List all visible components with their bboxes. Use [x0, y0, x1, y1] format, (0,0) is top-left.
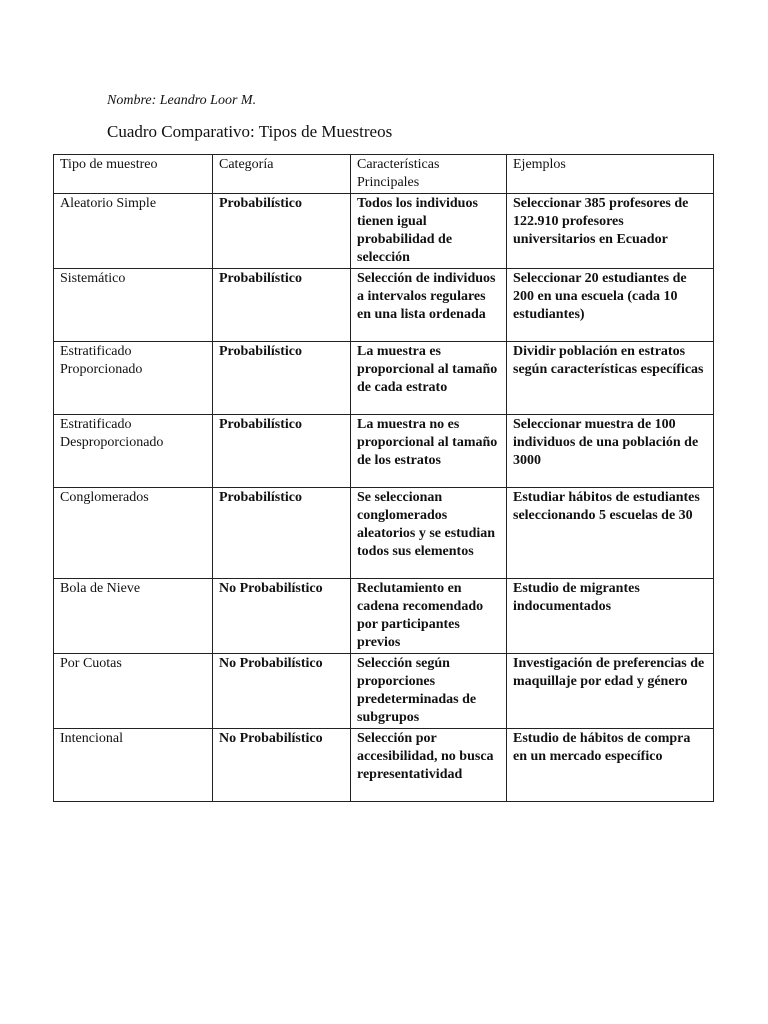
- cell-ejemplos: Estudiar hábitos de estudiantes seleccionando 5 escuelas de 30: [507, 488, 714, 579]
- cell-categoria: Probabilístico: [213, 488, 351, 579]
- table-row: [54, 269, 714, 342]
- cell-categoria: Probabilístico: [213, 415, 351, 488]
- comparison-table: [53, 154, 714, 802]
- cell-ejemplos: Seleccionar muestra de 100 individuos de una población de 3000: [507, 415, 714, 488]
- cell-caracteristicas: Selección según proporciones predeterminadas de subgrupos: [351, 654, 507, 729]
- table-row: [54, 579, 714, 654]
- table-row: [54, 488, 714, 579]
- cell-ejemplos: Investigación de preferencias de maquillaje por edad y género: [507, 654, 714, 729]
- cell-caracteristicas: Se seleccionan conglomerados aleatorios y se estudian todos sus elementos: [351, 488, 507, 579]
- cell-caracteristicas: Reclutamiento en cadena recomendado por participantes previos: [351, 579, 507, 654]
- document-title: Cuadro Comparativo: Tipos de Muestreos: [107, 122, 393, 141]
- cell-ejemplos: Estudio de migrantes indocumentados: [507, 579, 714, 654]
- cell-caracteristicas: La muestra es proporcional al tamaño de cada estrato: [351, 342, 507, 415]
- column-header-ejemplos: Ejemplos: [507, 155, 714, 194]
- cell-categoria: Probabilístico: [213, 194, 351, 269]
- cell-caracteristicas: Selección de individuos a intervalos regulares en una lista ordenada: [351, 269, 507, 342]
- cell-categoria: Probabilístico: [213, 269, 351, 342]
- table-row: [54, 415, 714, 488]
- table-row: [54, 729, 714, 802]
- column-header-caracteristicas: Características Principales: [351, 155, 507, 194]
- cell-tipo: Por Cuotas: [54, 654, 213, 729]
- cell-tipo: Estratificado Desproporcionado: [54, 415, 213, 488]
- cell-tipo: Intencional: [54, 729, 213, 802]
- cell-ejemplos: Dividir población en estratos según características específicas: [507, 342, 714, 415]
- cell-caracteristicas: Selección por accesibilidad, no busca representatividad: [351, 729, 507, 802]
- column-header-categoria: Categoría: [213, 155, 351, 194]
- cell-categoria: No Probabilístico: [213, 729, 351, 802]
- table-row: [54, 194, 714, 269]
- cell-ejemplos: Seleccionar 20 estudiantes de 200 en una escuela (cada 10 estudiantes): [507, 269, 714, 342]
- cell-tipo: Conglomerados: [54, 488, 213, 579]
- cell-caracteristicas: Todos los individuos tienen igual probabilidad de selección: [351, 194, 507, 269]
- author-name: Nombre: Leandro Loor M.: [107, 93, 257, 108]
- table-header-row: [54, 155, 714, 194]
- cell-tipo: Aleatorio Simple: [54, 194, 213, 269]
- cell-ejemplos: Estudio de hábitos de compra en un mercado específico: [507, 729, 714, 802]
- column-header-tipo: Tipo de muestreo: [54, 155, 213, 194]
- cell-categoria: No Probabilístico: [213, 579, 351, 654]
- cell-tipo: Sistemático: [54, 269, 213, 342]
- table-row: [54, 654, 714, 729]
- cell-categoria: Probabilístico: [213, 342, 351, 415]
- table-row: [54, 342, 714, 415]
- cell-caracteristicas: La muestra no es proporcional al tamaño de los estratos: [351, 415, 507, 488]
- cell-categoria: No Probabilístico: [213, 654, 351, 729]
- cell-ejemplos: Seleccionar 385 profesores de 122.910 profesores universitarios en Ecuador: [507, 194, 714, 269]
- cell-tipo: Estratificado Proporcionado: [54, 342, 213, 415]
- cell-tipo: Bola de Nieve: [54, 579, 213, 654]
